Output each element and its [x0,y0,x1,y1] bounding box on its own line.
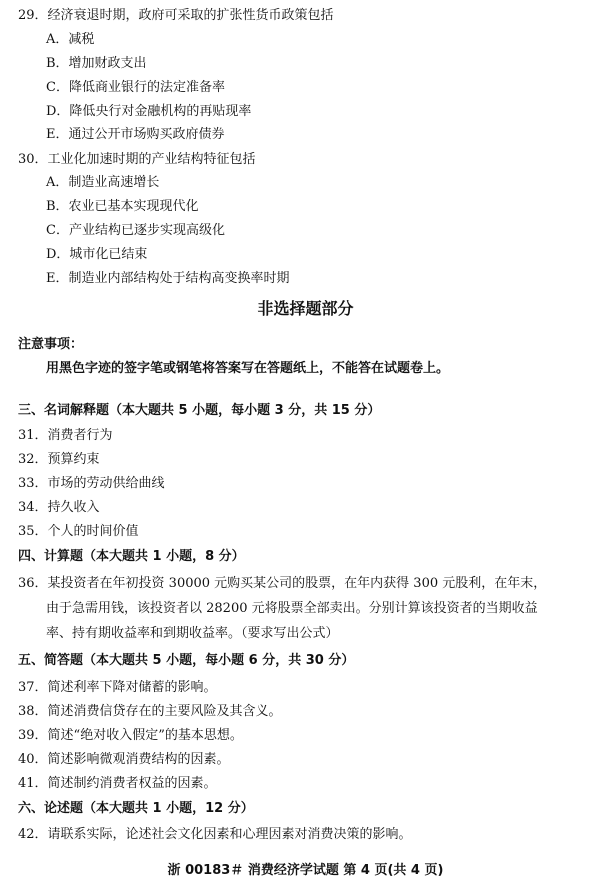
question-39: 39．简述“绝对收入假定”的基本思想。 [18,728,243,743]
question-42: 42．请联系实际，论述社会文化因素和心理因素对消费决策的影响。 [18,827,412,842]
question-29-option-d: D．降低央行对金融机构的再贴现率 [46,104,252,119]
question-30-stem: 30．工业化加速时期的产业结构特征包括 [18,152,256,167]
question-34: 34．持久收入 [18,500,100,515]
question-35: 35．个人的时间价值 [18,524,139,539]
question-33: 33．市场的劳动供给曲线 [18,476,165,491]
question-36-line-3: 率、持有期收益率和到期收益率。（要求写出公式） [46,626,339,641]
question-36-line-1: 36．某投资者在年初投资 30000 元购买某公司的股票，在年内获得 300 元股利，在年末， [18,576,547,591]
section-five-heading: 五、简答题（本大题共 5 小题，每小题 6 分，共 30 分） [18,653,355,668]
question-29-option-b: B．增加财政支出 [46,56,147,71]
question-30-option-a: A．制造业高速增长 [46,175,160,190]
question-40: 40．简述影响微观消费结构的因素。 [18,752,230,767]
question-41: 41．简述制约消费者权益的因素。 [18,776,217,791]
question-30-option-e: E．制造业内部结构处于结构高变换率时期 [46,271,290,286]
question-32: 32．预算约束 [18,452,100,467]
question-30-option-b: B．农业已基本实现现代化 [46,199,199,214]
section-six-heading: 六、论述题（本大题共 1 小题，12 分） [18,801,254,816]
question-29-option-c: C．降低商业银行的法定准备率 [46,80,225,95]
question-29-stem: 29．经济衰退时期，政府可采取的扩张性货币政策包括 [18,8,334,23]
notice-text: 用黑色字迹的签字笔或钢笔将答案写在答题纸上，不能答在试题卷上。 [46,361,450,376]
section-three-heading: 三、名词解释题（本大题共 5 小题，每小题 3 分，共 15 分） [18,403,381,418]
question-30-option-d: D．城市化已结束 [46,247,148,262]
question-38: 38．简述消费信贷存在的主要风险及其含义。 [18,704,282,719]
part-two-title: 非选择题部分 [257,299,354,318]
question-36-line-2: 由于急需用钱，该投资者以 28200 元将股票全部卖出。分别计算该投资者的当期收益 [46,601,538,616]
question-29-option-e: E．通过公开市场购买政府债券 [46,127,225,142]
notice-heading: 注意事项： [18,337,84,352]
section-four-heading: 四、计算题（本大题共 1 小题，8 分） [18,549,245,564]
question-29-option-a: A．减税 [46,32,95,47]
question-37: 37．简述利率下降对储蓄的影响。 [18,680,217,695]
question-30-option-c: C．产业结构已逐步实现高级化 [46,223,225,238]
question-31: 31．消费者行为 [18,428,113,443]
page-footer: 浙 00183＃ 消费经济学试题 第 4 页(共 4 页) [167,863,444,878]
